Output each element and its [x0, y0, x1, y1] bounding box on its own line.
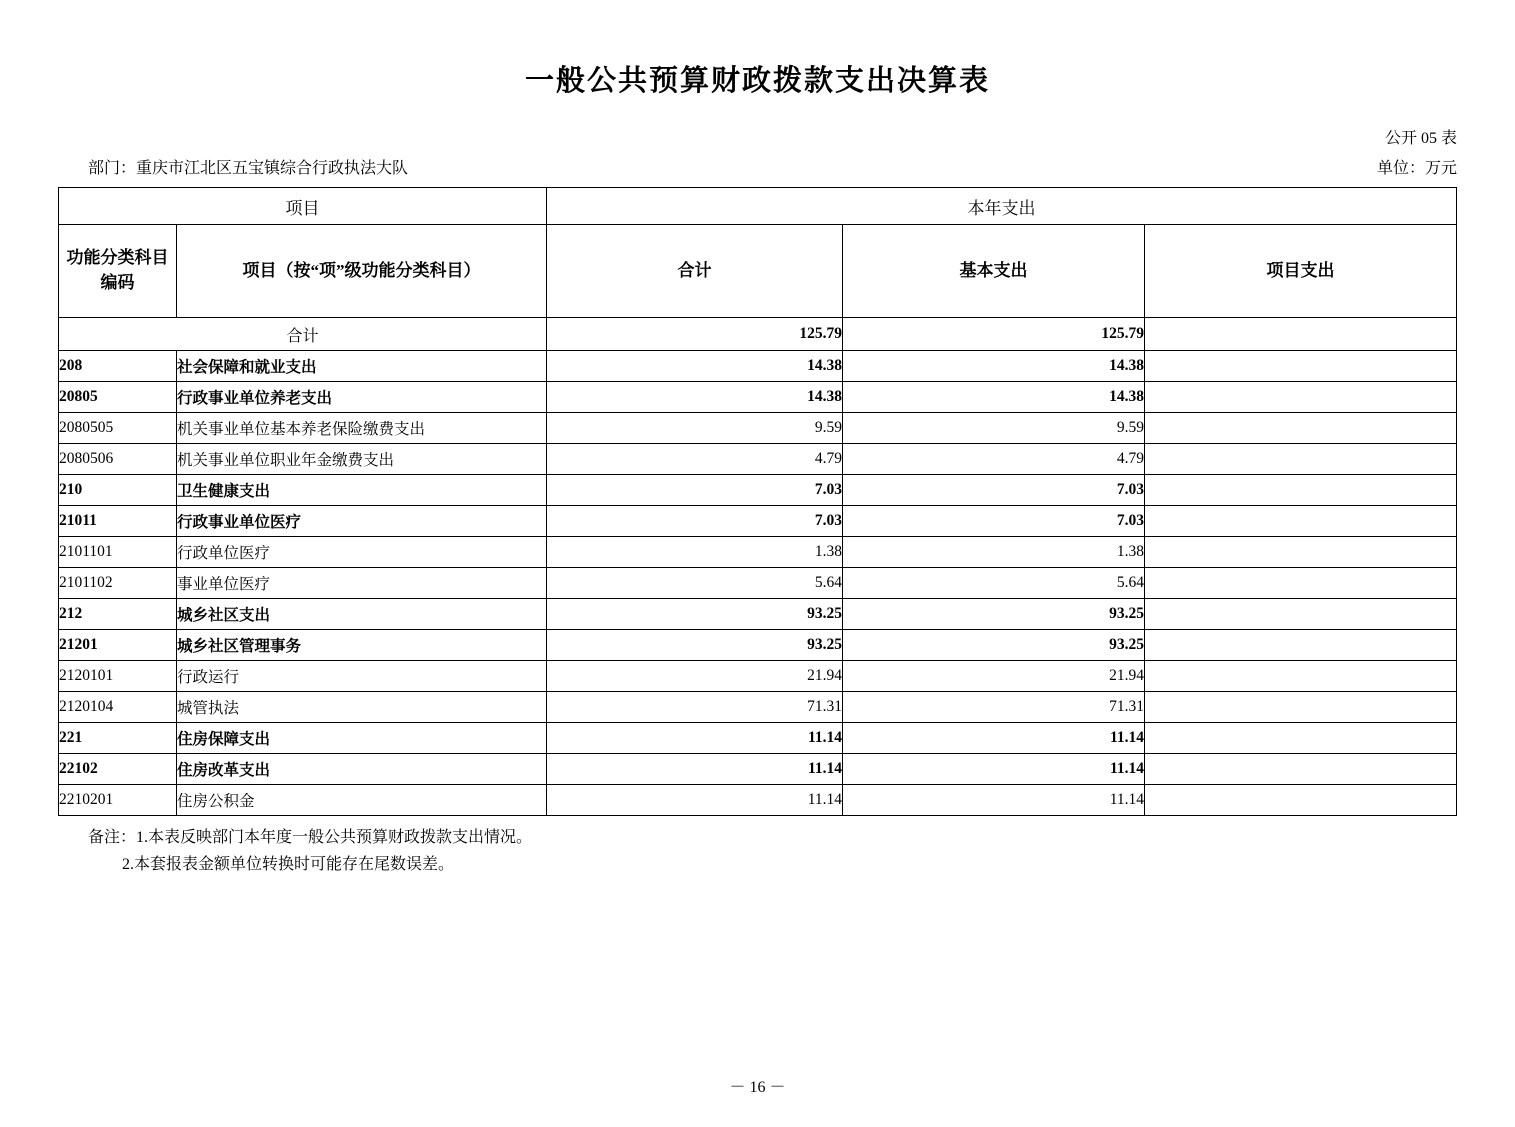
row-basic: 7.03	[843, 506, 1145, 537]
column-header-total: 合计	[547, 225, 843, 318]
row-code: 2101101	[59, 537, 177, 568]
row-total: 7.03	[547, 506, 843, 537]
row-project-expense	[1145, 785, 1457, 816]
note-line-1: 备注：1.本表反映部门本年度一般公共预算财政拨款支出情况。	[88, 829, 533, 846]
row-name: 住房公积金	[177, 785, 547, 816]
row-name: 住房保障支出	[177, 723, 547, 754]
row-name: 社会保障和就业支出	[177, 351, 547, 382]
row-basic: 5.64	[843, 568, 1145, 599]
document-page	[0, 58, 1515, 1127]
row-code: 212	[59, 599, 177, 630]
table-row	[59, 692, 1457, 723]
unit-label: 单位：万元	[1376, 160, 1457, 177]
row-project-expense	[1145, 382, 1457, 413]
row-project-expense	[1145, 475, 1457, 506]
table-notes	[88, 824, 1515, 878]
page-title: 一般公共预算财政拨款支出决算表	[524, 65, 990, 97]
table-body	[59, 318, 1457, 816]
row-basic: 93.25	[843, 599, 1145, 630]
department-row	[0, 155, 1515, 181]
row-project-expense	[1145, 630, 1457, 661]
table-row	[59, 754, 1457, 785]
row-code: 2120101	[59, 661, 177, 692]
row-project-expense	[1145, 692, 1457, 723]
column-header-project-expense: 项目支出	[1145, 225, 1457, 318]
row-name: 事业单位医疗	[177, 568, 547, 599]
row-project-expense	[1145, 444, 1457, 475]
row-basic: 93.25	[843, 630, 1145, 661]
table-row	[59, 630, 1457, 661]
row-total: 11.14	[547, 723, 843, 754]
row-name: 机关事业单位职业年金缴费支出	[177, 444, 547, 475]
table-row	[59, 444, 1457, 475]
row-project-expense	[1145, 723, 1457, 754]
column-header-name: 项目（按“项”级功能分类科目）	[177, 225, 547, 318]
row-total: 5.64	[547, 568, 843, 599]
row-basic: 71.31	[843, 692, 1145, 723]
table-row	[59, 785, 1457, 816]
row-total: 71.31	[547, 692, 843, 723]
row-basic: 7.03	[843, 475, 1145, 506]
total-row-label: 合计	[59, 318, 547, 351]
department-label: 部门：重庆市江北区五宝镇综合行政执法大队	[88, 160, 409, 177]
table-row	[59, 568, 1457, 599]
table-row	[59, 351, 1457, 382]
row-basic: 11.14	[843, 723, 1145, 754]
total-row-project-expense	[1145, 318, 1457, 351]
row-name: 行政单位医疗	[177, 537, 547, 568]
table-row	[59, 723, 1457, 754]
row-basic: 21.94	[843, 661, 1145, 692]
row-total: 93.25	[547, 630, 843, 661]
row-name: 城管执法	[177, 692, 547, 723]
row-code: 2080505	[59, 413, 177, 444]
group-header-project: 项目	[59, 188, 547, 225]
row-total: 11.14	[547, 754, 843, 785]
row-name: 行政事业单位养老支出	[177, 382, 547, 413]
row-name: 行政事业单位医疗	[177, 506, 547, 537]
row-total: 14.38	[547, 351, 843, 382]
table-row-total	[59, 318, 1457, 351]
row-basic: 9.59	[843, 413, 1145, 444]
row-code: 221	[59, 723, 177, 754]
table-row	[59, 599, 1457, 630]
row-code: 21201	[59, 630, 177, 661]
row-basic: 11.14	[843, 785, 1145, 816]
row-code: 22102	[59, 754, 177, 785]
row-code: 208	[59, 351, 177, 382]
column-header-code: 功能分类科目编码	[59, 225, 177, 318]
form-label: 公开 05 表	[1384, 130, 1457, 147]
row-basic: 14.38	[843, 382, 1145, 413]
row-code: 20805	[59, 382, 177, 413]
row-total: 21.94	[547, 661, 843, 692]
note-line-2: 2.本套报表金额单位转换时可能存在尾数误差。	[122, 856, 455, 874]
budget-expenditure-table	[58, 187, 1457, 816]
table-row	[59, 506, 1457, 537]
table-row	[59, 537, 1457, 568]
row-total: 9.59	[547, 413, 843, 444]
row-code: 21011	[59, 506, 177, 537]
table-group-header-row	[59, 188, 1457, 225]
row-name: 机关事业单位基本养老保险缴费支出	[177, 413, 547, 444]
row-project-expense	[1145, 754, 1457, 785]
row-name: 城乡社区支出	[177, 599, 547, 630]
row-name: 行政运行	[177, 661, 547, 692]
row-project-expense	[1145, 413, 1457, 444]
total-row-total: 125.79	[547, 318, 843, 351]
row-name: 卫生健康支出	[177, 475, 547, 506]
form-label-row	[0, 125, 1515, 149]
row-code: 2210201	[59, 785, 177, 816]
row-project-expense	[1145, 506, 1457, 537]
row-total: 93.25	[547, 599, 843, 630]
row-code: 2120104	[59, 692, 177, 723]
row-total: 4.79	[547, 444, 843, 475]
group-header-current-year: 本年支出	[547, 188, 1457, 225]
row-name: 住房改革支出	[177, 754, 547, 785]
row-name: 城乡社区管理事务	[177, 630, 547, 661]
row-total: 7.03	[547, 475, 843, 506]
column-header-basic: 基本支出	[843, 225, 1145, 318]
table-column-header-row	[59, 225, 1457, 318]
row-project-expense	[1145, 537, 1457, 568]
row-code: 210	[59, 475, 177, 506]
row-project-expense	[1145, 568, 1457, 599]
row-project-expense	[1145, 599, 1457, 630]
row-code: 2080506	[59, 444, 177, 475]
table-row	[59, 475, 1457, 506]
row-total: 11.14	[547, 785, 843, 816]
row-project-expense	[1145, 661, 1457, 692]
row-total: 1.38	[547, 537, 843, 568]
row-basic: 1.38	[843, 537, 1145, 568]
page-number: － 16 －	[729, 1079, 786, 1096]
row-basic: 14.38	[843, 351, 1145, 382]
total-row-basic: 125.79	[843, 318, 1145, 351]
table-row	[59, 382, 1457, 413]
row-total: 14.38	[547, 382, 843, 413]
table-row	[59, 661, 1457, 692]
row-project-expense	[1145, 351, 1457, 382]
row-basic: 11.14	[843, 754, 1145, 785]
row-basic: 4.79	[843, 444, 1145, 475]
table-row	[59, 413, 1457, 444]
row-code: 2101102	[59, 568, 177, 599]
